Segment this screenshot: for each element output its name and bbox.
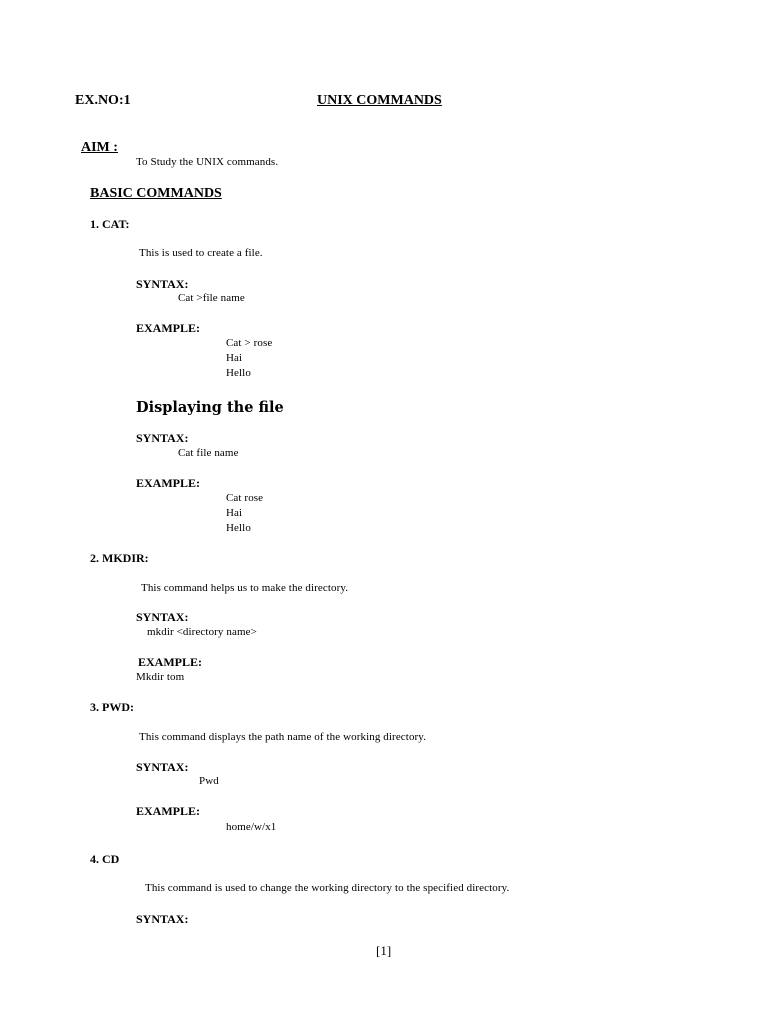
mkdir-syntax: mkdir <directory name> bbox=[147, 626, 257, 638]
mkdir-syntax-label: SYNTAX: bbox=[136, 610, 189, 624]
display-example-line: Cat rose bbox=[226, 492, 264, 504]
cd-heading: 4. CD bbox=[90, 852, 120, 866]
display-example-label: EXAMPLE: bbox=[136, 476, 200, 490]
display-syntax-label: SYNTAX: bbox=[136, 431, 189, 445]
cat-example-line: Cat > rose bbox=[226, 337, 273, 349]
display-heading: Displaying the file bbox=[136, 399, 284, 416]
page-number: [1] bbox=[376, 943, 392, 958]
cat-syntax: Cat >file name bbox=[178, 292, 245, 304]
cd-description: This command is used to change the working directory to the specified directory. bbox=[145, 882, 510, 894]
aim-label: AIM : bbox=[81, 140, 118, 155]
cat-syntax-label: SYNTAX: bbox=[136, 277, 189, 291]
mkdir-description: This command helps us to make the directory. bbox=[141, 582, 349, 594]
page-title: UNIX COMMANDS bbox=[317, 93, 442, 108]
pwd-example-label: EXAMPLE: bbox=[136, 804, 200, 818]
pwd-example: home/w/x1 bbox=[226, 821, 277, 833]
pwd-description: This command displays the path name of the working directory. bbox=[139, 731, 427, 743]
cd-syntax-label: SYNTAX: bbox=[136, 912, 189, 926]
section-title: BASIC COMMANDS bbox=[90, 186, 222, 201]
pwd-syntax-label: SYNTAX: bbox=[136, 760, 189, 774]
cat-heading: 1. CAT: bbox=[90, 217, 130, 231]
exercise-number: EX.NO:1 bbox=[75, 93, 131, 108]
display-example-line: Hello bbox=[226, 522, 251, 534]
cat-example-line: Hello bbox=[226, 367, 251, 379]
mkdir-example: Mkdir tom bbox=[136, 671, 185, 683]
display-example-line: Hai bbox=[226, 507, 243, 519]
display-syntax: Cat file name bbox=[178, 447, 239, 459]
cat-description: This is used to create a file. bbox=[139, 247, 263, 259]
aim-text: To Study the UNIX commands. bbox=[136, 156, 279, 168]
cat-example-line: Hai bbox=[226, 352, 243, 364]
cat-example-label: EXAMPLE: bbox=[136, 321, 200, 335]
mkdir-heading: 2. MKDIR: bbox=[90, 551, 149, 565]
pwd-syntax: Pwd bbox=[199, 775, 219, 787]
pwd-heading: 3. PWD: bbox=[90, 700, 134, 714]
mkdir-example-label: EXAMPLE: bbox=[138, 655, 202, 669]
